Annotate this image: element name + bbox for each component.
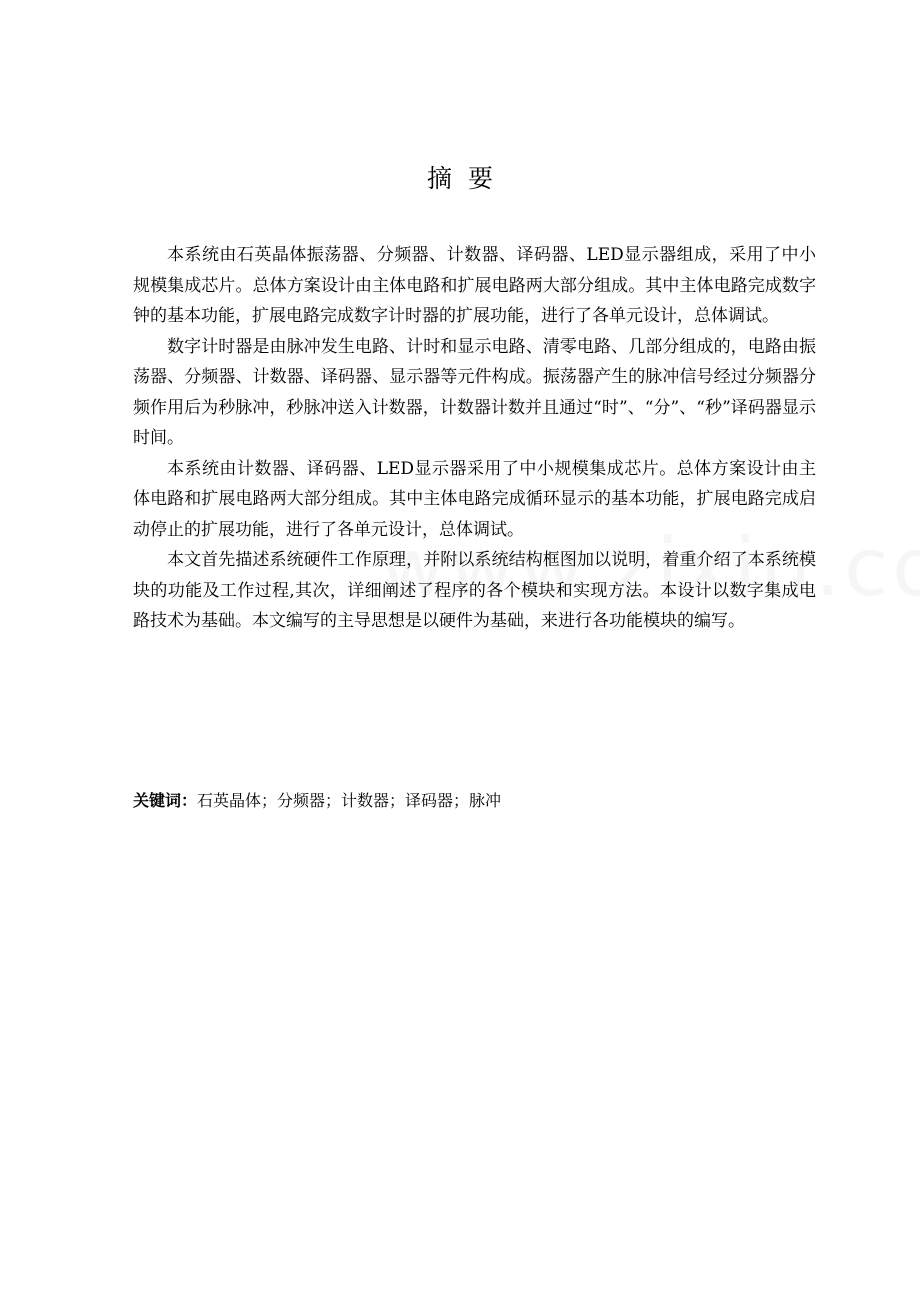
keywords-label: 关键词： <box>133 791 198 810</box>
keywords-line <box>133 786 816 816</box>
title-text: 摘 要 <box>427 164 493 193</box>
keywords-value: 石英晶体；分频器；计数器；译码器；脉冲 <box>197 791 502 810</box>
paragraph-3: 本系统由计数器、译码器、LED显示器采用了中小规模集成芯片。总体方案设计由主体电路和扩展电路两大部分组成。其中主体电路完成循环显示的基本功能，扩展电路完成启动停止的扩展功能，进行了各单元设计，总体调试。 <box>133 458 816 540</box>
paragraph-2: 数字计时器是由脉冲发生电路、计时和显示电路、清零电路、几部分组成的，电路由振荡器、分频器、计数器、译码器、显示器等元件构成。振荡器产生的脉冲信号经过分频器分频作用后为秒脉冲，秒脉冲送入计数器，计数器计数并且通过“时”、“分”、“秒”译码器显示时间。 <box>133 336 816 448</box>
paragraph-1: 本系统由石英晶体振荡器、分频器、计数器、译码器、LED显示器组成，采用了中小规模集成芯片。总体方案设计由主体电路和扩展电路两大部分组成。其中主体电路完成数字钟的基本功能，扩展电路完成数字计时器的扩展功能，进行了各单元设计，总体调试。 <box>133 245 816 326</box>
page-title <box>0 160 920 198</box>
paragraph-4: 本文首先描述系统硬件工作原理，并附以系统结构框图加以说明，着重介绍了本系统模块的功能及工作过程,其次，详细阐述了程序的各个模块和实现方法。本设计以数字集成电路技术为基础。本文编写的主导思想是以硬件为基础，来进行各功能模块的编写。 <box>133 550 816 631</box>
abstract-body <box>133 240 816 637</box>
